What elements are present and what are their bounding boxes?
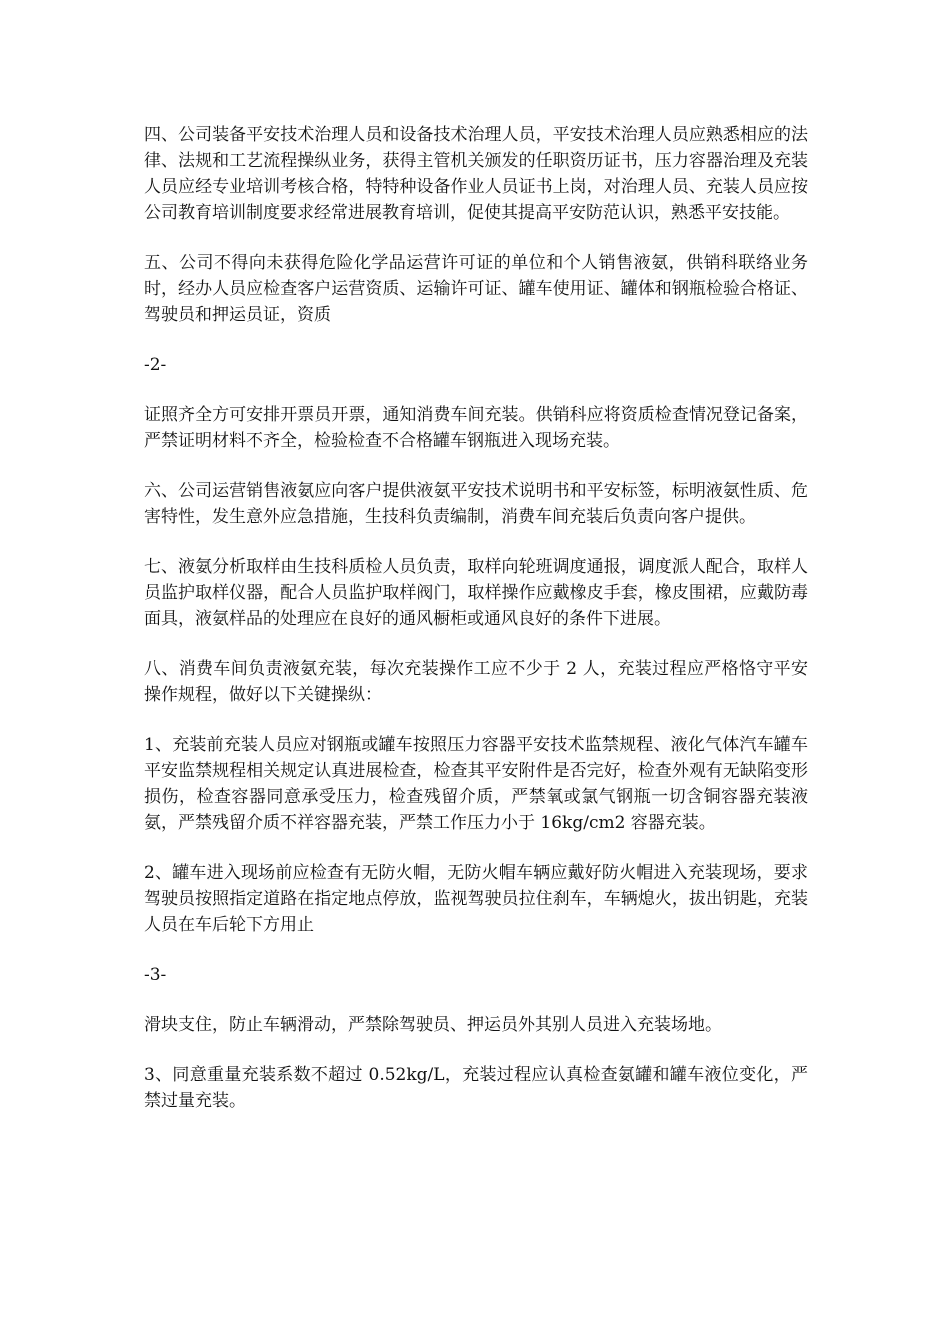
page-number: -2- bbox=[144, 355, 167, 375]
paragraph-8: 八、消费车间负责液氨充装，每次充装操作工应不少于 2 人，充装过程应严格恪守平安操作规程，做好以下关键操纵： bbox=[144, 659, 808, 705]
list-item-1: 1、充装前充装人员应对钢瓶或罐车按照压力容器平安技术监禁规程、液化气体汽车罐车平安监禁规程相关规定认真进展检查，检查其平安附件是否完好，检查外观有无缺陷变形损伤，检查容器同意承受压力，检查残留介质，严禁氧或氯气钢瓶一切含铜容器充装液氨，严禁残留介质不祥容器充装，严禁工作压力小于 16kg/cm2 容器充装。 bbox=[144, 735, 808, 833]
paragraph-7: 七、液氨分析取样由生技科质检人员负责，取样向轮班调度通报，调度派人配合，取样人员监护取样仪器，配合人员监护取样阀门，取样操作应戴橡皮手套，橡皮围裙，应戴防毒面具，液氨样品的处理应在良好的通风橱柜或通风良好的条件下进展。 bbox=[144, 557, 808, 629]
list-item-2-continued: 滑块支住，防止车辆滑动，严禁除驾驶员、押运员外其别人员进入充装场地。 bbox=[144, 1015, 722, 1035]
paragraph-5-continued: 证照齐全方可安排开票员开票，通知消费车间充装。供销科应将资质检查情况登记备案，严禁证明材料不齐全，检验检查不合格罐车钢瓶进入现场充装。 bbox=[144, 405, 808, 451]
page-number: -3- bbox=[144, 965, 167, 985]
list-item-3: 3、同意重量充装系数不超过 0.52kg/L，充装过程应认真检查氨罐和罐车液位变化，严禁过量充装。 bbox=[144, 1065, 808, 1111]
paragraph-4: 四、公司装备平安技术治理人员和设备技术治理人员，平安技术治理人员应熟悉相应的法律、法规和工艺流程操纵业务，获得主管机关颁发的任职资历证书，压力容器治理及充装人员应经专业培训考核合格，特特种设备作业人员证书上岗，对治理人员、充装人员应按公司教育培训制度要求经常进展教育培训，促使其提高平安防范认识，熟悉平安技能。 bbox=[144, 125, 808, 223]
paragraph-5: 五、公司不得向未获得危险化学品运营许可证的单位和个人销售液氨，供销科联络业务时，经办人员应检查客户运营资质、运输许可证、罐车使用证、罐体和钢瓶检验合格证、驾驶员和押运员证，资质 bbox=[144, 253, 808, 325]
list-item-2: 2、罐车进入现场前应检查有无防火帽，无防火帽车辆应戴好防火帽进入充装现场，要求驾驶员按照指定道路在指定地点停放，监视驾驶员拉住刹车，车辆熄火，拔出钥匙，充装人员在车后轮下方用止 bbox=[144, 863, 808, 935]
paragraph-6: 六、公司运营销售液氨应向客户提供液氨平安技术说明书和平安标签，标明液氨性质、危害特性，发生意外应急措施，生技科负责编制，消费车间充装后负责向客户提供。 bbox=[144, 481, 808, 527]
